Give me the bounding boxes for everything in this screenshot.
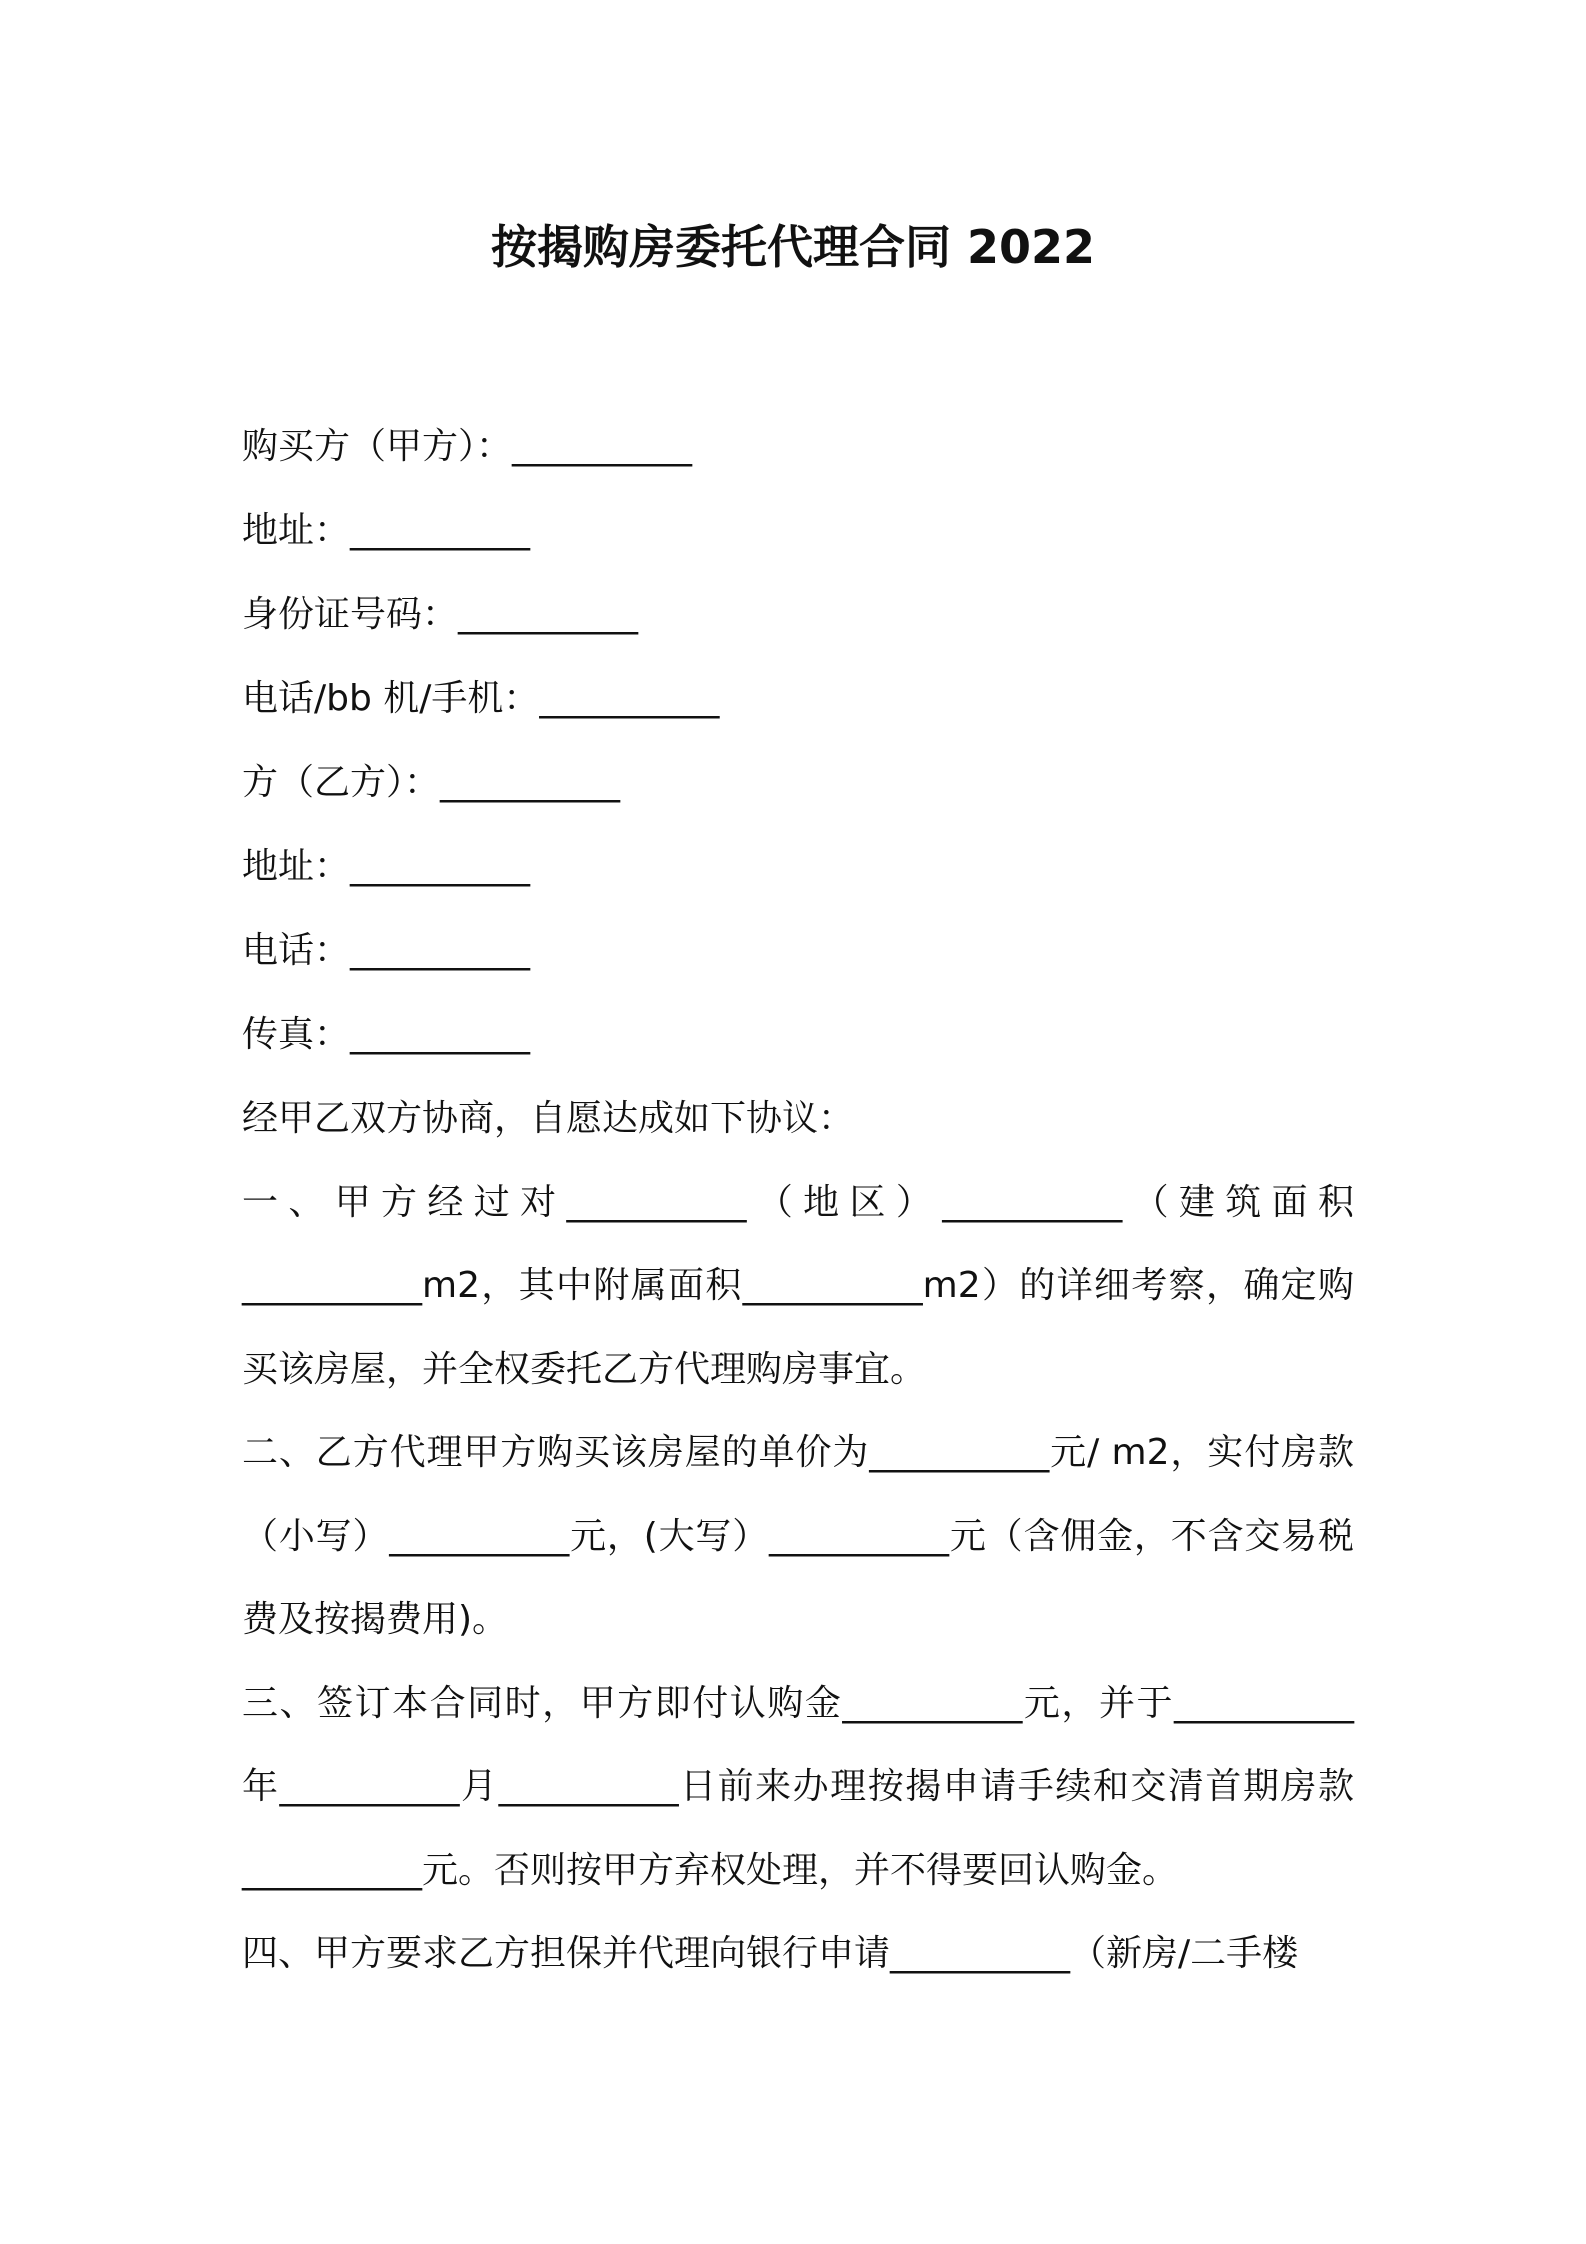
contract-body bbox=[242, 1077, 1354, 1996]
clause-2: 二、乙方代理甲方购买该房屋的单价为__________元/ m2，实付房款（小写）__________元，(大写）__________元（含佣金，不含交易税费及按揭费用)。 bbox=[242, 1432, 1354, 1640]
agent-fax-field: 传真：__________ bbox=[242, 1014, 531, 1055]
clause-3: 三、签订本合同时，甲方即付认购金__________元，并于__________年__________月__________日前来办理按揭申请手续和交清首期房款__________元。否则按甲方弃权处理，并不得要回认购金。 bbox=[242, 1682, 1354, 1891]
clause-1: 一、甲方经过对__________（地区）__________（建筑面积__________m2，其中附属面积__________m2）的详细考察，确定购买该房屋，并全权委托乙方代理购房事宜。 bbox=[242, 1181, 1354, 1390]
document-title: 按揭购房委托代理合同 2022 bbox=[490, 220, 1096, 274]
buyer-id-number-field: 身份证号码：__________ bbox=[242, 594, 639, 635]
intro-paragraph: 经甲乙双方协商，自愿达成如下协议： bbox=[242, 1098, 855, 1139]
buyer-phone-field: 电话/bb 机/手机：__________ bbox=[242, 678, 720, 719]
agent-phone-field: 电话：__________ bbox=[242, 930, 531, 971]
clause-4: 四、甲方要求乙方担保并代理向银行申请__________（新房/二手楼 bbox=[242, 1933, 1299, 1974]
agent-address-field: 地址：__________ bbox=[242, 846, 531, 887]
buyer-address-field: 地址：__________ bbox=[242, 510, 531, 551]
buyer-name-field: 购买方（甲方）：__________ bbox=[242, 426, 693, 467]
party-info-fields bbox=[242, 405, 1362, 1077]
agent-name-field: 方（乙方）：__________ bbox=[242, 762, 621, 803]
